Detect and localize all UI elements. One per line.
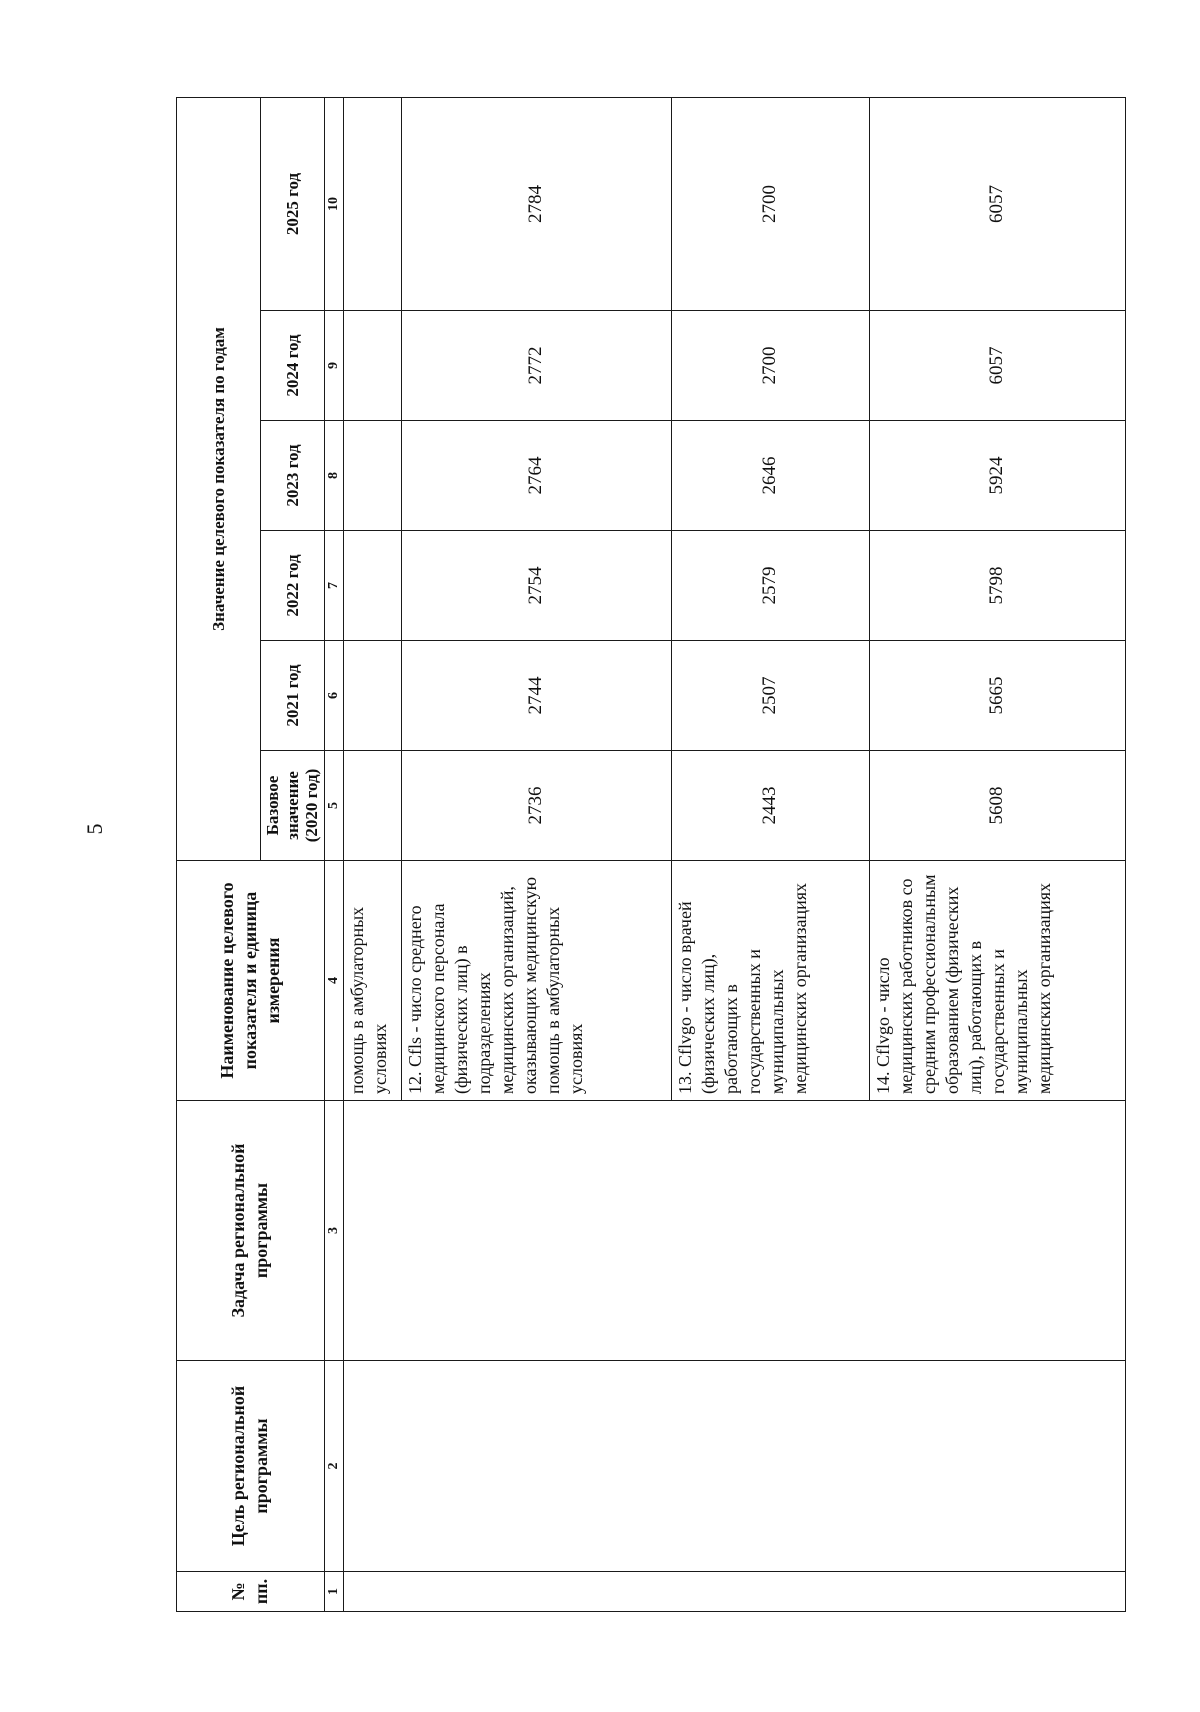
column-number: 3 xyxy=(324,1101,343,1361)
indicator-cell: 12. Cfls - число среднего медицинского персонала (физических лиц) в подразделениях медицинских организаций, оказывающих медицинскую помощь в амбулаторных условиях xyxy=(401,861,671,1101)
header-row xyxy=(177,98,261,1612)
header-2022: 2022 год xyxy=(261,531,325,641)
value-cell: 6057 xyxy=(869,98,1125,311)
value-cell xyxy=(343,531,401,641)
value-cell xyxy=(343,421,401,531)
value-cell xyxy=(343,98,401,311)
value-cell xyxy=(343,641,401,751)
value-cell: 2744 xyxy=(401,641,671,751)
column-number: 2 xyxy=(324,1361,343,1572)
header-indicator: Наименование целевого показателя и единица измерения xyxy=(177,861,325,1101)
value-cell: 2764 xyxy=(401,421,671,531)
table-row xyxy=(343,98,401,1612)
value-cell: 2646 xyxy=(671,421,869,531)
value-cell: 2507 xyxy=(671,641,869,751)
task-cell xyxy=(343,1101,1125,1361)
header-2024: 2024 год xyxy=(261,311,325,421)
num-cell xyxy=(343,1572,1125,1612)
header-task: Задача региональной программы xyxy=(177,1101,325,1361)
indicator-cell: 13. Cflvgo - число врачей (физических лиц), работающих в государственных и муниципальных медицинских организациях xyxy=(671,861,869,1101)
header-2023: 2023 год xyxy=(261,421,325,531)
value-cell: 5665 xyxy=(869,641,1125,751)
value-cell: 2700 xyxy=(671,311,869,421)
header-2025: 2025 год xyxy=(261,98,325,311)
column-number-row xyxy=(324,98,343,1612)
column-number: 1 xyxy=(324,1572,343,1612)
column-number: 7 xyxy=(324,531,343,641)
header-num: № пп. xyxy=(177,1572,325,1612)
indicator-cell: 14. Cflvgo - число медицинских работников со средним профессиональным образованием (физических лиц), работающих в государственных и муниципальных медицинских организациях xyxy=(869,861,1125,1101)
value-cell: 2443 xyxy=(671,751,869,861)
value-cell: 2700 xyxy=(671,98,869,311)
header-values-group: Значение целевого показателя по годам xyxy=(177,98,261,861)
header-goal: Цель региональной программы xyxy=(177,1361,325,1572)
value-cell: 2784 xyxy=(401,98,671,311)
value-cell: 2772 xyxy=(401,311,671,421)
value-cell xyxy=(343,311,401,421)
header-base: Базовое значение (2020 год) xyxy=(261,751,325,861)
indicator-cell: помощь в амбулаторных условиях xyxy=(343,861,401,1101)
goal-cell xyxy=(343,1361,1125,1572)
page-number: 5 xyxy=(82,823,107,835)
header-2021: 2021 год xyxy=(261,641,325,751)
value-cell: 6057 xyxy=(869,311,1125,421)
value-cell: 2754 xyxy=(401,531,671,641)
value-cell xyxy=(343,751,401,861)
column-number: 5 xyxy=(324,751,343,861)
value-cell: 2579 xyxy=(671,531,869,641)
column-number: 8 xyxy=(324,421,343,531)
column-number: 9 xyxy=(324,311,343,421)
value-cell: 5608 xyxy=(869,751,1125,861)
column-number: 6 xyxy=(324,641,343,751)
value-cell: 5798 xyxy=(869,531,1125,641)
target-indicators-table xyxy=(176,97,1126,1612)
value-cell: 2736 xyxy=(401,751,671,861)
column-number: 4 xyxy=(324,861,343,1101)
value-cell: 5924 xyxy=(869,421,1125,531)
rotated-table-container xyxy=(176,98,1200,1612)
column-number: 10 xyxy=(324,98,343,311)
